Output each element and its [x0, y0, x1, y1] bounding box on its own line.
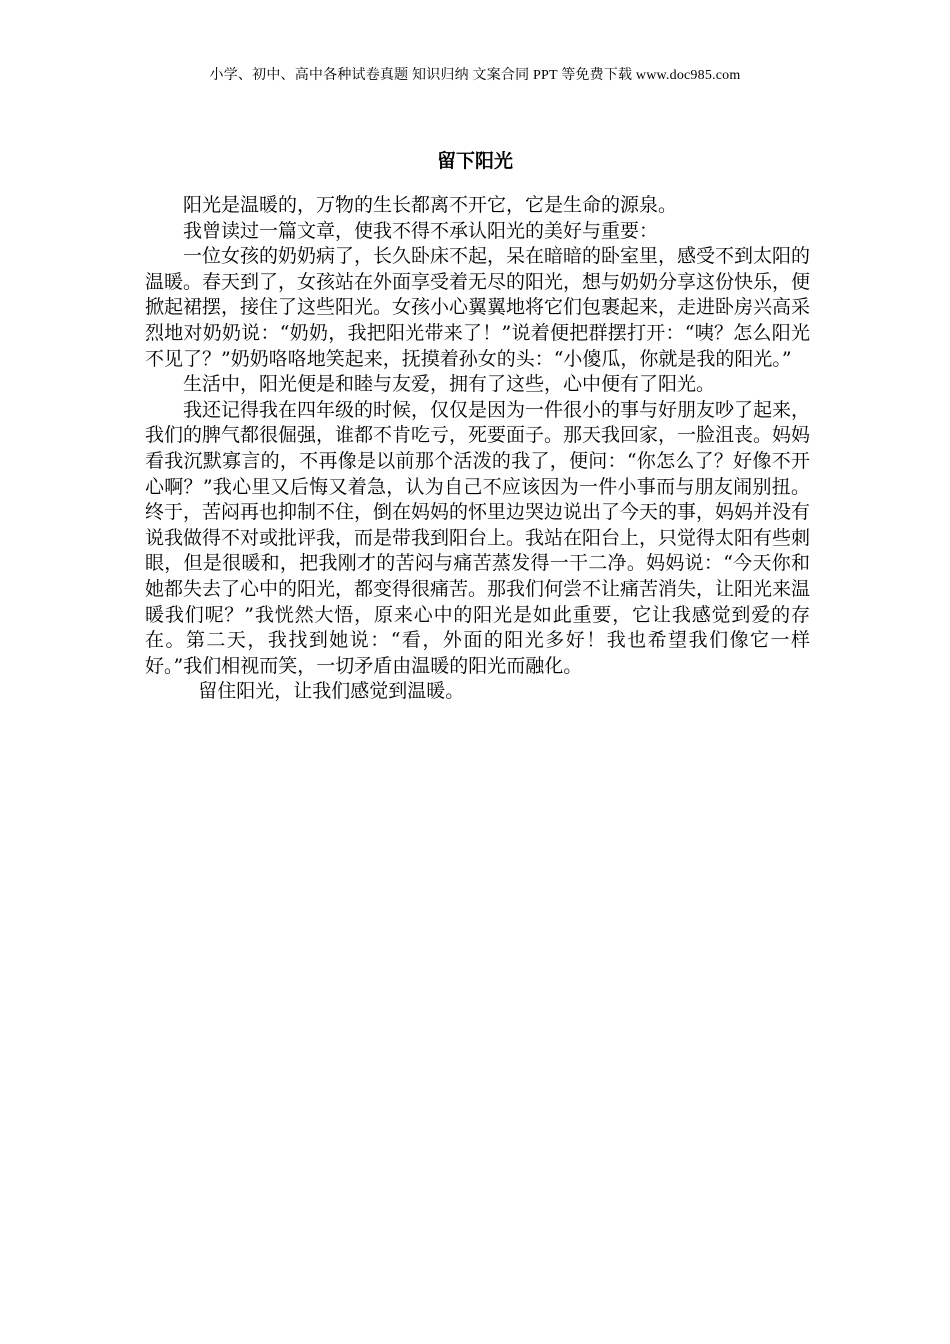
- paragraph-2: 我曾读过一篇文章，使我不得不承认阳光的美好与重要：: [183, 219, 659, 242]
- paragraph-3: 一位女孩的奶奶病了，长久卧床不起，呆在暗暗的卧室里，感受不到太阳的温暖。春天到了，女孩站在外面享受着无尽的阳光，想与奶奶分享这份快乐，便掀起裙摆，接住了这些阳光。女孩小心翼翼地将它们包裹起来，走进卧房兴高采烈地对奶奶说：“奶奶，我把阳光带来了！”说着便把群摆打开：“咦？怎么阳光不见了？”奶奶咯咯地笑起来，抚摸着孙女的头：“小傻瓜，你就是我的阳光。”: [145, 245, 811, 370]
- paragraph-4: 生活中，阳光便是和睦与友爱，拥有了这些，心中便有了阳光。: [183, 373, 716, 396]
- paragraph-6: 留住阳光，让我们感觉到温暖。: [198, 680, 465, 703]
- article-body: [145, 193, 810, 705]
- paragraph-1: 阳光是温暖的，万物的生长都离不开它，它是生命的源泉。: [183, 194, 678, 216]
- document-title: 留下阳光: [436, 150, 513, 172]
- page-header: 小学、初中、高中各种试卷真题 知识归纳 文案合同 PPT 等免费下载 www.doc985.com: [209, 68, 741, 83]
- paragraph-5: 我还记得我在四年级的时候，仅仅是因为一件很小的事与好朋友吵了起来，我们的脾气都很倔强，谁都不肯吃亏，死要面子。那天我回家，一脸沮丧。妈妈看我沉默寡言的，不再像是以前那个活泼的我了，便问：“你怎么了？好像不开心啊？”我心里又后悔又着急，认为自己不应该因为一件小事而与朋友闹别扭。终于，苦闷再也抑制不住，倒在妈妈的怀里边哭边说出了今天的事，妈妈并没有说我做得不对或批评我，而是带我到阳台上。我站在阳台上，只觉得太阳有些刺眼，但是很暖和，把我刚才的苦闷与痛苦蒸发得一干二净。妈妈说：“今天你和她都失去了心中的阳光，都变得很痛苦。那我们何尝不让痛苦消失，让阳光来温暖我们呢？”我恍然大悟，原来心中的阳光是如此重要，它让我感觉到爱的存在。第二天，我找到她说：“看，外面的阳光多好！我也希望我们像它一样好。”我们相视而笑，一切矛盾由温暖的阳光而融化。: [145, 398, 811, 677]
